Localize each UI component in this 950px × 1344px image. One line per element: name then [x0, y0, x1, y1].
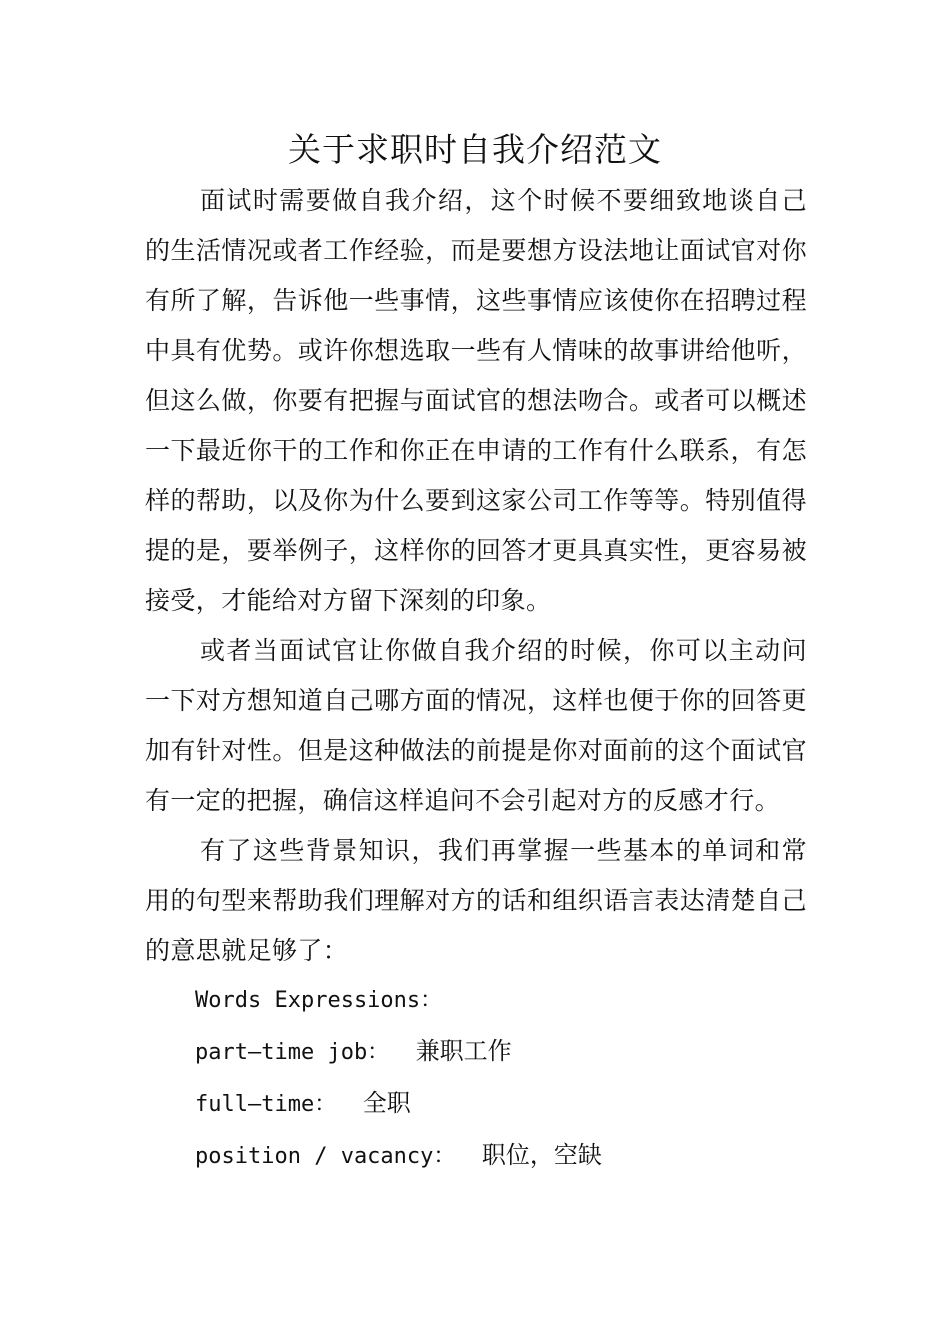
vocab-item — [145, 1078, 807, 1130]
vocab-meaning: 兼职工作 — [415, 1037, 512, 1065]
paragraph-1: 面试时需要做自我介绍，这个时候不要细致地谈自己的生活情况或者工作经验，而是要想方设法地让面试官对你有所了解，告诉他一些事情，这些事情应该使你在招聘过程中具有优势。或许你想选取一些有人情味的故事讲给他听，但这么做，你要有把握与面试官的想法吻合。或者可以概述一下最近你干的工作和你正在申请的工作有什么联系，有怎样的帮助，以及你为什么要到这家公司工作等等。特别值得提的是，要举例子，这样你的回答才更具真实性，更容易被接受，才能给对方留下深刻的印象。 — [145, 186, 807, 615]
paragraph-3: 有了这些背景知识，我们再掌握一些基本的单词和常用的句型来帮助我们理解对方的话和组织语言表达清楚自己的意思就足够了： — [145, 836, 807, 965]
vocab-meaning: 全职 — [362, 1089, 411, 1117]
vocab-meaning: 职位，空缺 — [481, 1141, 602, 1169]
vocab-item — [145, 1026, 807, 1078]
vocab-term: position / vacancy： — [195, 1144, 456, 1169]
vocab-item — [145, 1130, 807, 1182]
paragraph-2: 或者当面试官让你做自我介绍的时候，你可以主动问一下对方想知道自己哪方面的情况，这样也便于你的回答更加有针对性。但是这种做法的前提是你对面前的这个面试官有一定的把握，确信这样追问不会引起对方的反感才行。 — [145, 636, 807, 815]
vocab-term: part—time job： — [195, 1040, 390, 1065]
vocab-heading: Words Expressions： — [195, 988, 443, 1013]
document-body — [145, 176, 807, 1182]
vocab-term: full—time： — [195, 1092, 337, 1117]
document-title: 关于求职时自我介绍范文 — [288, 130, 662, 169]
